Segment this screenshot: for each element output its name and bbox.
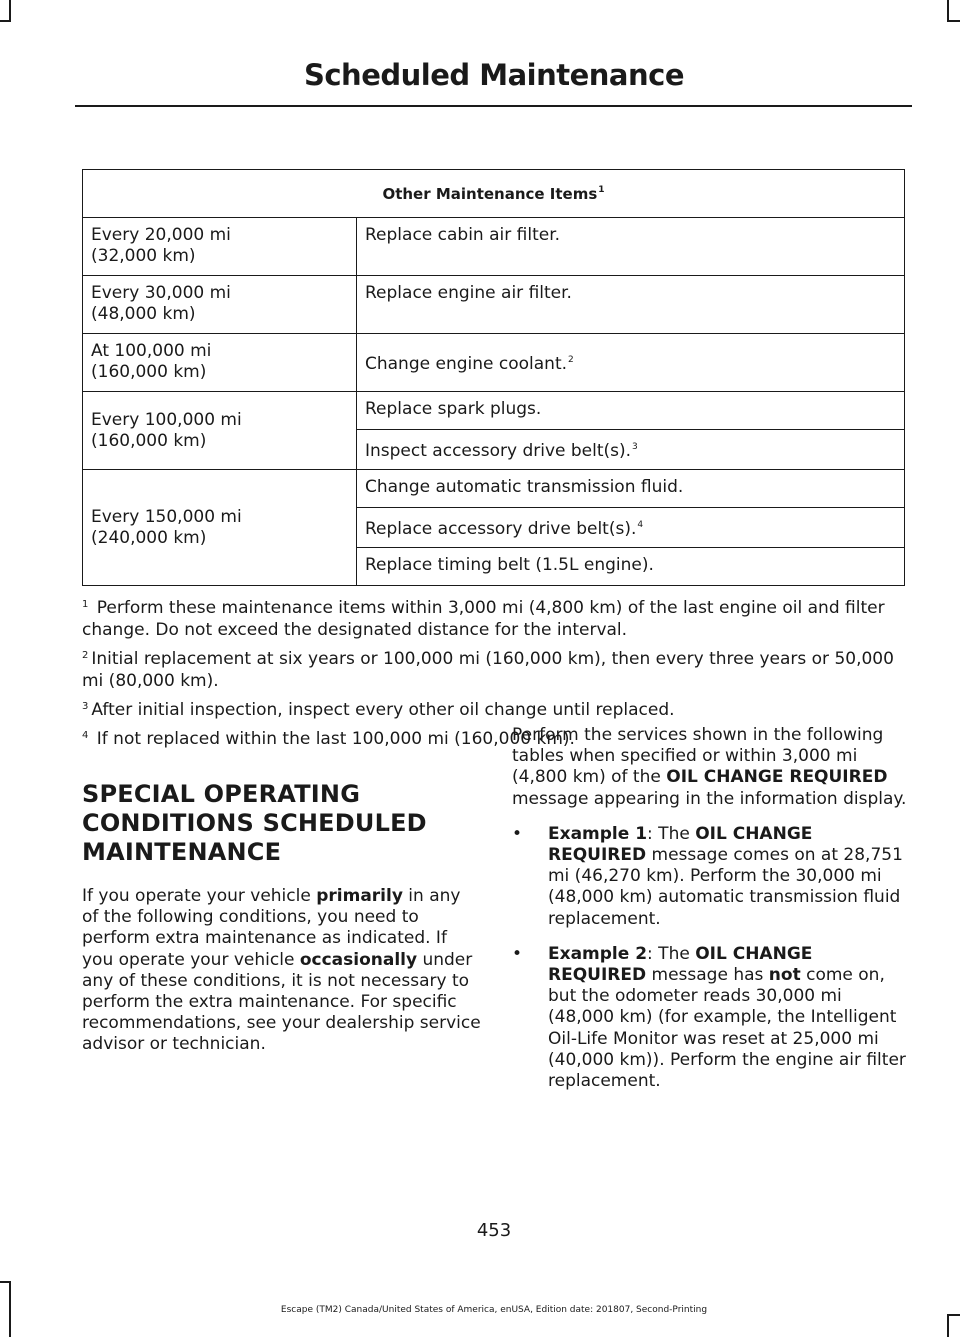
section-heading: SPECIAL OPERATING CONDITIONS SCHEDULED MAINTENANCE [82, 780, 427, 866]
table-row [83, 218, 905, 276]
section-paragraph: If you operate your vehicle primarily in any of the following conditions, you need to perform extra maintenance as indicated. If you operate your vehicle occasionally under any of these conditions, it is not necessary to perform the extra maintenance. For specific recommendations, see your dealership service advisor or technician. [82, 886, 481, 1055]
table-title: Other Maintenance Items$^1$ [83, 170, 905, 218]
crop-mark [0, 1281, 11, 1283]
page-title: Scheduled Maintenance [303, 58, 685, 92]
interval-cell: Every 30,000 mi (48,000 km) [83, 276, 357, 334]
task-cell: Change engine coolant.$^2$ [357, 334, 905, 392]
task-cell: Replace cabin air filter. [357, 218, 905, 276]
crop-mark [9, 0, 11, 22]
page-number: 453 [476, 1220, 512, 1241]
crop-mark [947, 1314, 949, 1337]
maintenance-table [82, 169, 905, 586]
crop-mark [947, 20, 960, 22]
footnote-ref: 1 [598, 184, 605, 195]
footnote-ref: 2 [568, 355, 574, 365]
table-row [83, 470, 905, 508]
interval-cell: Every 150,000 mi (240,000 km) [83, 470, 357, 586]
footnote: $^2$ Initial replacement at six years or 100,000 mi (160,000 km), then every three years or 50,000 mi (80,000 km). [82, 649, 894, 691]
table-row [83, 276, 905, 334]
bullet-icon: • [512, 823, 523, 844]
task-cell: Replace accessory drive belt(s).$^4$ [357, 508, 905, 548]
table-row [83, 392, 905, 430]
interval-cell: Every 100,000 mi (160,000 km) [83, 392, 357, 470]
task-cell: Inspect accessory drive belt(s).$^3$ [357, 430, 905, 470]
left-column [82, 780, 482, 1056]
interval-cell: At 100,000 mi (160,000 km) [83, 334, 357, 392]
task-cell: Change automatic transmission fluid. [357, 470, 905, 508]
list-item: • Example 2: The OIL CHANGE REQUIRED message has not come on, but the odometer reads 30,000 mi (48,000 km) (for example, the Intelligent Oil-Life Monitor was reset at 25,000 mi (40,000 km)). Perform the engine air filter replacement. [512, 943, 906, 1092]
footnote: $^1$ Perform these maintenance items within 3,000 mi (4,800 km) of the last engine oil and filter change. Do not exceed the designated distance for the interval. [82, 598, 885, 640]
footnote-ref: 3 [632, 442, 638, 452]
right-column [512, 725, 912, 1092]
task-cell: Replace timing belt (1.5L engine). [357, 548, 905, 586]
footnote-ref: 4 [637, 520, 644, 530]
crop-mark [947, 0, 949, 22]
footer-edition: Escape (TM2) Canada/United States of America, enUSA, Edition date: 201807, Second-Printing [280, 1305, 708, 1315]
header-divider [75, 105, 912, 107]
bullet-icon: • [512, 943, 523, 964]
task-cell: Replace spark plugs. [357, 392, 905, 430]
table-row [83, 334, 905, 392]
task-cell: Replace engine air filter. [357, 276, 905, 334]
interval-cell: Every 20,000 mi (32,000 km) [83, 218, 357, 276]
intro-paragraph: Perform the services shown in the following tables when specified or within 3,000 mi (4,800 km) of the OIL CHANGE REQUIRED message appearing in the information display. [512, 725, 907, 809]
footnote: $^4$ If not replaced within the last 100,000 mi (160,000 km). [82, 729, 575, 749]
list-item: • Example 1: The OIL CHANGE REQUIRED message comes on at 28,751 mi (46,270 km). Perform the 30,000 mi (48,000 km) automatic transmission fluid replacement. [512, 823, 903, 929]
footnote: $^3$ After initial inspection, inspect every other oil change until replaced. [82, 700, 675, 720]
crop-mark [0, 20, 11, 22]
